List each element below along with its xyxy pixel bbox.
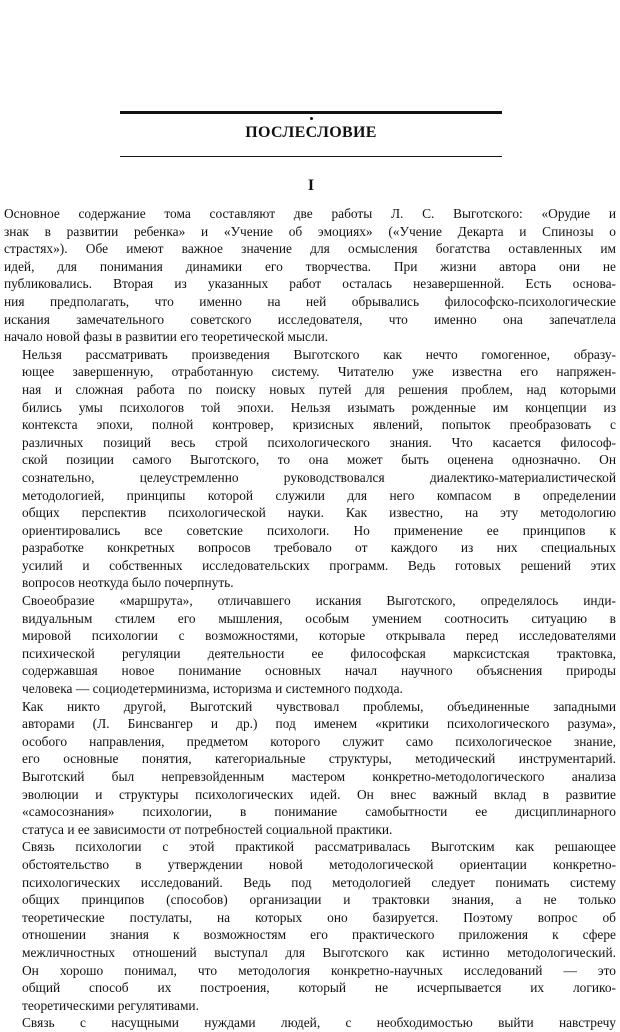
text-line: начало новой фазы в развитии его теоретической мысли. bbox=[4, 329, 329, 345]
paragraph-6 bbox=[4, 1014, 616, 1032]
paragraph-5 bbox=[4, 838, 616, 1014]
text-line: Связь с насущными нуждами людей, с необходимостью выйти навстречу bbox=[22, 1015, 616, 1031]
text-line: ющее завершенную, отработанную систему. Читателю уже известна его напряжен- bbox=[22, 364, 616, 380]
header-rule-dot bbox=[310, 117, 313, 120]
text-line: видуальным стилем его мышления, особым умением соотносить ситуацию в bbox=[22, 610, 616, 626]
paragraph-1 bbox=[4, 205, 616, 346]
text-line: Он хорошо понимал, что методология конкретно-научных исследований — это bbox=[22, 962, 616, 978]
text-line: Как никто другой, Выготский чувствовал проблемы, объединенные западными bbox=[22, 698, 616, 714]
paragraph-2 bbox=[4, 346, 616, 592]
header-rule-top bbox=[120, 111, 502, 114]
text-line: его основные понятия, категориальные структуры, методический инструментарий. bbox=[22, 751, 616, 767]
text-line: особого направления, предметом которого служит само психологическое знание, bbox=[22, 733, 616, 749]
text-line: теоретические постулаты, на которых оно базируется. Поэтому вопрос об bbox=[22, 909, 616, 925]
text-line: общий способ их построения, который не исчерпывается их логико- bbox=[22, 980, 616, 996]
body-text bbox=[4, 205, 616, 1032]
text-line: Основное содержание тома составляют две работы Л. С. Выготского: «Орудие и bbox=[4, 206, 616, 221]
text-line: содержавшая новое понимание основных начал научного объяснения природы bbox=[22, 663, 616, 679]
text-line: общих перспектив психологической науки. Как известно, на эту методологию bbox=[22, 505, 616, 521]
text-line: страстях»). Обе имеют важное значение для осмысления богатства оставленных им bbox=[4, 241, 616, 257]
text-line: ориентировались все советские психологи. Но применение ее принципов к bbox=[22, 522, 616, 538]
text-line: бились умы психологов той эпохи. Нельзя изымать рожденные им концепции из bbox=[22, 399, 616, 415]
header-rule-bottom bbox=[120, 156, 502, 157]
text-line: психологических исследований. Ведь под методологией следует понимать систему bbox=[22, 874, 616, 890]
text-line: ской позиции самого Выготского, то она может быть оценена однозначно. Он bbox=[22, 452, 616, 468]
paragraph-4 bbox=[4, 698, 616, 839]
text-line: авторами (Л. Бинсвангер и др.) под именем «критики психологического разума», bbox=[22, 716, 616, 732]
text-line: статуса и ее зависимости от потребностей социальной практики. bbox=[22, 821, 393, 837]
text-line: «самосознания» психологии, в понимание самобытности ее дисциплинарного bbox=[22, 804, 616, 820]
text-line: ния предполагать, что именно на ней обрывались философско-психологические bbox=[4, 293, 616, 309]
text-line: обстоятельство в утверждении новой методологической ориентации конкретно- bbox=[22, 856, 616, 872]
text-line: Нельзя рассматривать произведения Выготского как нечто гомогенное, образу- bbox=[22, 346, 616, 362]
text-line: общих принципов (способов) организации и трактовки знания, а не только bbox=[22, 892, 616, 908]
text-line: мировой психологии с возможностями, которые открывала перед исследователями bbox=[22, 628, 616, 644]
text-line: усилий и собственных исследовательских программ. Ведь готовых решений этих bbox=[22, 557, 616, 573]
text-line: публиковались. Вторая из указанных работ осталась незавершенной. Есть основа- bbox=[4, 276, 616, 292]
text-line: разработке конкретных вопросов требовало от каждого из них специальных bbox=[22, 540, 616, 556]
text-line: сознательно, целеустремленно руководствовался диалектико-материалистической bbox=[22, 469, 616, 485]
text-line: идей, для понимания динамики его творчества. При жизни автора они не bbox=[4, 258, 616, 274]
text-line: межличностных отношений выступал для Выготского как истинно методологический. bbox=[22, 944, 616, 960]
section-number: I bbox=[307, 177, 315, 194]
text-line: ная и сложная работа по поиску новых путей для решения проблем, над которыми bbox=[22, 381, 616, 397]
text-line: контекста эпохи, полной контровер, кризисных явлений, попыток преобразовать с bbox=[22, 417, 616, 433]
text-line: теоретическими регулятивами. bbox=[22, 997, 199, 1013]
text-line: вопросов неоткуда было почерпнуть. bbox=[22, 575, 234, 591]
text-line: Связь психологии с этой практикой рассматривалась Выготским как решающее bbox=[22, 839, 616, 855]
text-line: искания замечательного советского исследователя, что именно она запечатлела bbox=[4, 311, 616, 327]
paragraph-3 bbox=[4, 592, 616, 698]
text-line: методологией, принципы которой служили для него компасом в определении bbox=[22, 487, 616, 503]
text-line: человека — социодетерминизма, историзма и системного подхода. bbox=[22, 681, 403, 697]
text-line: Своеобразие «маршрута», отличавшего искания Выготского, определялось инди- bbox=[22, 593, 616, 609]
text-line: психической регуляции деятельности ее философская марксистская трактовка, bbox=[22, 645, 616, 661]
text-line: различных позиций весь строй психологического знания. Что касается философ- bbox=[22, 434, 616, 450]
text-line: эволюции и структуры психологических идей. Он внес важный вклад в развитие bbox=[22, 786, 616, 802]
text-line: знак в развитии ребенка» и «Учение об эмоциях» («Учение Декарта и Спинозы о bbox=[4, 223, 616, 239]
text-line: отношении знания к возможностям его практического приложения к сфере bbox=[22, 927, 616, 943]
page-title: ПОСЛЕСЛОВИЕ bbox=[245, 124, 377, 141]
text-line: Выготский был непревзойденным мастером конкретно-методологического анализа bbox=[22, 769, 616, 784]
